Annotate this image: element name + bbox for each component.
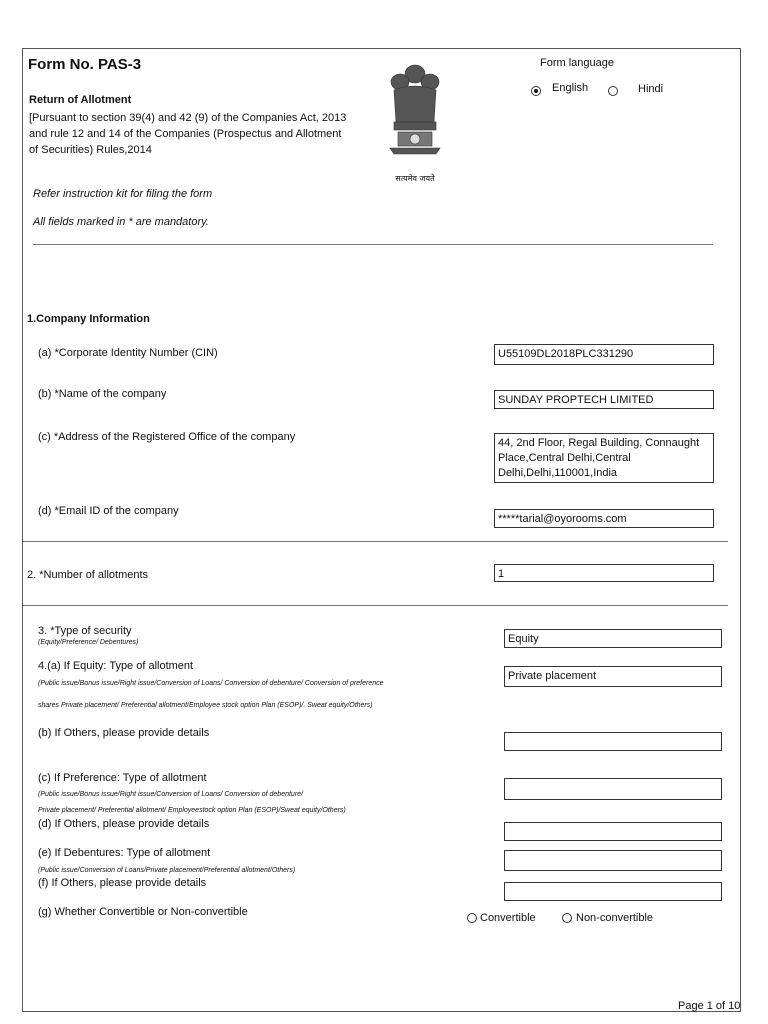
cin-field[interactable]: U55109DL2018PLC331290 <box>494 344 714 365</box>
security-type-hint: (Equity/Preference/ Debentures) <box>38 639 139 646</box>
preference-allotment-hint: (Public issue/Bonus issue/Right issue/Conversion of Loans/ Conversion of debenture/ <box>38 791 303 798</box>
divider <box>23 541 728 542</box>
debentures-allotment-hint: (Public issue/Conversion of Loans/Private placement/Preferential allotment/Others) <box>38 867 296 874</box>
language-english-radio[interactable] <box>531 86 541 96</box>
email-label: (d) *Email ID of the company <box>38 505 179 517</box>
instruction-kit-note: Refer instruction kit for filing the form <box>33 188 213 200</box>
cin-label: (a) *Corporate Identity Number (CIN) <box>38 347 218 359</box>
debentures-allotment-label: (e) If Debentures: Type of allotment <box>38 847 211 859</box>
others-b-field[interactable] <box>504 732 722 751</box>
section-company-info-heading: 1.Company Information <box>27 313 150 325</box>
language-hindi-radio[interactable] <box>608 86 618 96</box>
address-label: (c) *Address of the Registered Office of the company <box>38 431 296 443</box>
emblem-caption: सत्यमेव जयते <box>395 174 435 183</box>
convertible-radio[interactable] <box>467 913 477 923</box>
others-f-field[interactable] <box>504 882 722 901</box>
pursuant-text: [Pursuant to section 39(4) and 42 (9) of the Companies Act, 2013 and rule 12 and 14 of the Companies (Prospectus and Allotment of Securities) Rules,2014 <box>29 112 347 156</box>
number-of-allotments-label: 2. *Number of allotments <box>27 569 149 581</box>
preference-allotment-field[interactable] <box>504 778 722 800</box>
security-type-label: 3. *Type of security <box>38 625 132 637</box>
language-label: Form language <box>540 57 614 69</box>
preference-allotment-hint-2: Private placement/ Preferential allotment/ Employeestock option Plan (ESOP)/Sweat equity/Others) <box>38 807 346 814</box>
divider <box>33 244 713 245</box>
preference-allotment-label: (c) If Preference: Type of allotment <box>38 772 207 784</box>
equity-allotment-hint: (Public issue/Bonus issue/Right issue/Conversion of Loans/ Conversion of debenture/ Conversion of preference <box>38 680 384 687</box>
form-number: Form No. PAS-3 <box>28 56 142 73</box>
language-english-label: English <box>552 82 589 94</box>
others-d-field[interactable] <box>504 822 722 841</box>
company-name-label: (b) *Name of the company <box>38 388 167 400</box>
company-name-field[interactable]: SUNDAY PROPTECH LIMITED <box>494 390 714 409</box>
others-b-label: (b) If Others, please provide details <box>38 727 210 739</box>
divider <box>23 605 728 606</box>
convertible-option-label: Convertible <box>480 912 536 924</box>
convertible-label: (g) Whether Convertible or Non-convertible <box>38 906 248 918</box>
state-emblem <box>380 60 450 183</box>
mandatory-note: All fields marked in * are mandatory. <box>33 216 209 228</box>
non-convertible-radio[interactable] <box>562 913 572 923</box>
equity-allotment-label: 4.(a) If Equity: Type of allotment <box>38 660 194 672</box>
language-hindi-label: Hindi <box>638 83 664 95</box>
emblem-icon <box>380 60 450 168</box>
address-field[interactable]: 44, 2nd Floor, Regal Building, Connaught Place,Central Delhi,Central Delhi,Delhi,110001,India <box>494 433 714 483</box>
equity-allotment-field[interactable]: Private placement <box>504 666 722 687</box>
page-number: Page 1 of 10 <box>678 1000 741 1012</box>
equity-allotment-hint-2: shares Private placement/ Preferential allotment/Employee stock option Plan (ESOP)/. Sweat equity/Others) <box>38 702 373 709</box>
others-d-label: (d) If Others, please provide details <box>38 818 210 830</box>
others-f-label: (f) If Others, please provide details <box>38 877 207 889</box>
email-field[interactable]: *****tarial@oyorooms.com <box>494 509 714 528</box>
security-type-field[interactable]: Equity <box>504 629 722 648</box>
non-convertible-option-label: Non-convertible <box>576 912 654 924</box>
number-of-allotments-field[interactable]: 1 <box>494 564 714 582</box>
form-subtitle: Return of Allotment <box>29 94 132 106</box>
debentures-allotment-field[interactable] <box>504 850 722 871</box>
